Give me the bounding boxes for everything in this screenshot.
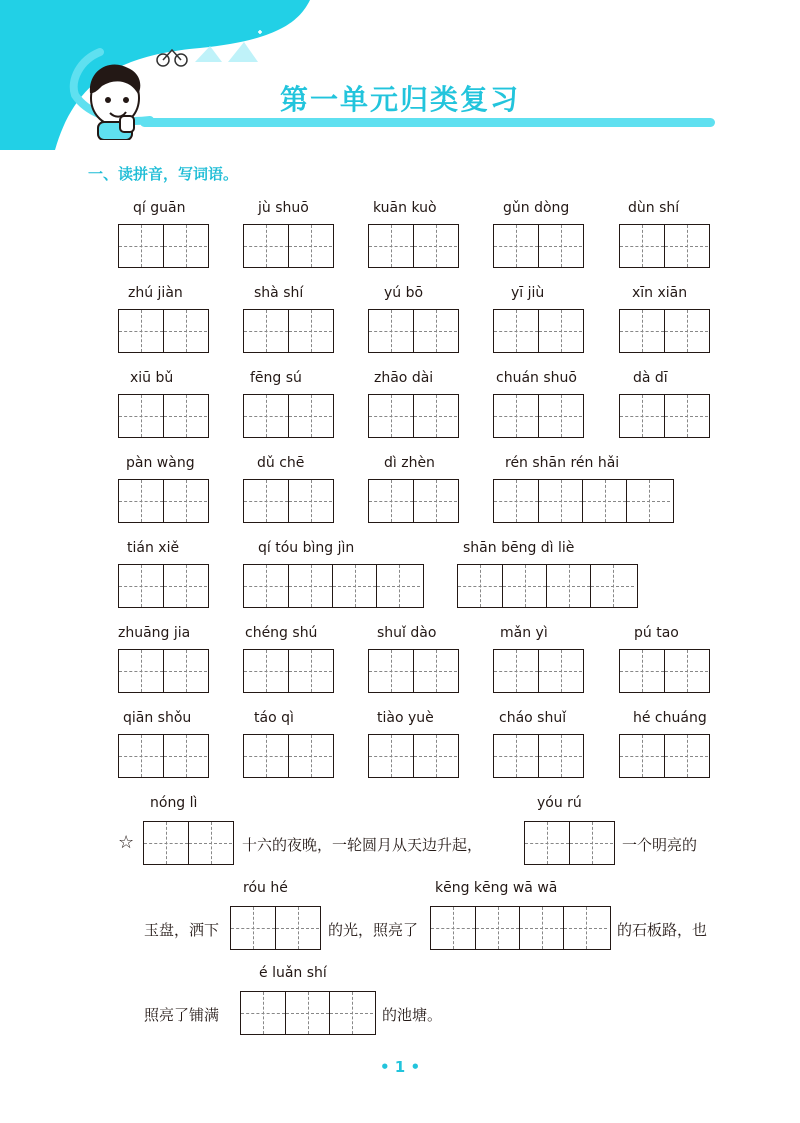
pinyin-label: chuán shuō [496,370,577,386]
writing-grid[interactable] [493,649,584,693]
pinyin-label: pàn wàng [126,455,195,471]
pinyin-label: yú bō [384,285,424,301]
pinyin-label: fēng sú [250,370,302,386]
pinyin-label: xīn xiān [632,285,688,301]
writing-grid[interactable] [619,309,710,353]
sentence-text: 玉盘，洒下 [144,921,220,939]
pinyin-label: xiū bǔ [130,370,174,386]
writing-grid[interactable] [368,479,459,523]
writing-grid[interactable] [368,734,459,778]
pinyin-label: shà shí [254,285,304,301]
writing-grid[interactable] [619,224,710,268]
writing-grid[interactable] [230,906,321,950]
pinyin-label: yī jiù [511,285,545,301]
pinyin-label: jù shuō [258,200,309,216]
writing-grid[interactable] [143,821,234,865]
writing-grid[interactable] [243,309,334,353]
pinyin-label: cháo shuǐ [499,710,567,726]
pinyin-label: pú tao [634,625,679,641]
sentence-text: 的石板路，也 [617,921,708,939]
pinyin-label: kuān kuò [373,200,437,216]
pinyin-label: qí guān [133,200,186,216]
pinyin-label: tiào yuè [377,710,434,726]
pinyin-label: rén shān rén hǎi [505,455,620,471]
pinyin-label: zhāo dài [374,370,434,386]
writing-grid[interactable] [243,649,334,693]
writing-grid[interactable] [243,224,334,268]
writing-grid[interactable] [619,649,710,693]
writing-grid[interactable] [243,734,334,778]
writing-grid[interactable] [457,564,638,608]
pinyin-label: dà dī [633,370,668,386]
writing-grid[interactable] [430,906,611,950]
cartoon-boy-icon [70,58,155,140]
writing-grid[interactable] [619,394,710,438]
writing-grid[interactable] [493,734,584,778]
writing-grid[interactable] [524,821,615,865]
writing-grid[interactable] [243,394,334,438]
sentence-text: 照亮了铺满 [144,1006,220,1024]
pinyin-label: nóng lì [150,795,198,811]
page-title: 第一单元归类复习 [279,83,520,116]
writing-grid[interactable] [493,309,584,353]
writing-grid[interactable] [493,479,674,523]
pinyin-label: gǔn dòng [503,200,570,216]
pinyin-label: dǔ chē [257,455,305,471]
pinyin-label: zhú jiàn [128,285,183,301]
writing-grid[interactable] [118,224,209,268]
pinyin-label: yóu rú [537,795,582,811]
pinyin-label: dùn shí [628,200,680,216]
writing-grid[interactable] [243,564,424,608]
pinyin-label: dì zhèn [384,455,435,471]
sentence-text: 十六的夜晚，一轮圆月从天边升起， [242,836,483,854]
writing-grid[interactable] [118,649,209,693]
writing-grid[interactable] [493,394,584,438]
pinyin-label: é luǎn shí [259,965,327,981]
writing-grid[interactable] [118,564,209,608]
sentence-text: 一个明亮的 [622,836,698,854]
pinyin-label: qí tóu bìng jìn [258,540,355,556]
pinyin-label: hé chuáng [633,710,707,726]
writing-grid[interactable] [118,479,209,523]
writing-grid[interactable] [493,224,584,268]
writing-grid[interactable] [118,394,209,438]
pinyin-label: táo qì [254,710,294,726]
writing-grid[interactable] [368,649,459,693]
pinyin-label: shuǐ dào [377,625,437,641]
writing-grid[interactable] [240,991,376,1035]
section-heading: 一、读拼音，写词语。 [88,165,239,183]
writing-grid[interactable] [368,309,459,353]
writing-grid[interactable] [118,309,209,353]
writing-grid[interactable] [368,224,459,268]
writing-grid[interactable] [619,734,710,778]
pinyin-label: kēng kēng wā wā [435,880,558,896]
star-icon: ☆ [118,832,135,853]
sentence-text: 的池塘。 [382,1006,443,1024]
sentence-text: 的光，照亮了 [328,921,419,939]
pinyin-label: chéng shú [245,625,318,641]
pinyin-label: mǎn yì [500,625,548,641]
pinyin-label: shān bēng dì liè [463,540,575,556]
writing-grid[interactable] [243,479,334,523]
pinyin-label: qiān shǒu [123,710,192,726]
writing-grid[interactable] [118,734,209,778]
pinyin-label: tián xiě [127,540,180,556]
page-number: • 1 • [379,1058,421,1076]
writing-grid[interactable] [368,394,459,438]
pinyin-label: zhuāng jia [118,625,191,641]
pinyin-label: róu hé [243,880,288,896]
